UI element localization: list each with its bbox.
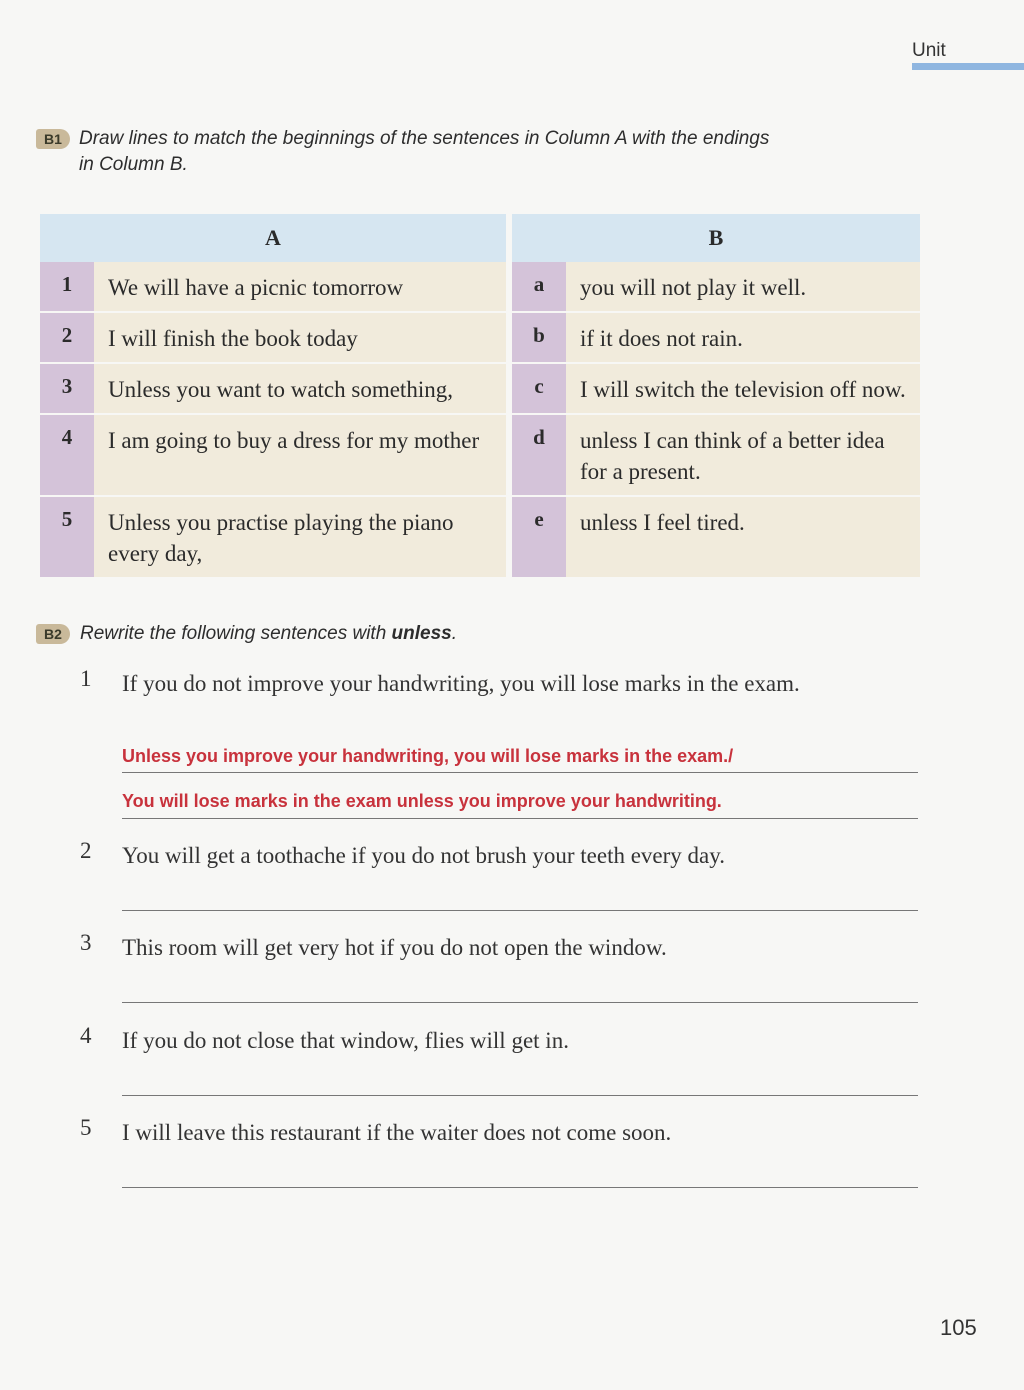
sample-answer-line2: You will lose marks in the exam unless you improve your handwriting. xyxy=(122,791,722,811)
column-a-cell: Unless you want to watch something, xyxy=(94,364,506,415)
answer-line[interactable] xyxy=(122,910,918,911)
row-letter: d xyxy=(512,415,566,497)
column-b-cell: if it does not rain. xyxy=(566,313,920,364)
column-b-cell: you will not play it well. xyxy=(566,262,920,313)
answer-line xyxy=(122,772,918,773)
column-a-cell: I will finish the book today xyxy=(94,313,506,364)
row-number: 1 xyxy=(40,262,94,313)
question-number: 3 xyxy=(80,930,92,955)
b1-instruction-line1: Draw lines to match the beginnings of the sentences in Column A with the endings xyxy=(79,128,770,149)
table-row xyxy=(40,313,920,364)
row-number: 3 xyxy=(40,364,94,415)
row-number: 5 xyxy=(40,497,94,579)
column-b-header: B xyxy=(512,214,920,262)
row-letter: c xyxy=(512,364,566,415)
question-number: 4 xyxy=(80,1023,92,1048)
b1-badge: B1 xyxy=(36,129,70,149)
question-number: 1 xyxy=(80,666,92,691)
matching-table xyxy=(40,214,920,579)
b2-badge: B2 xyxy=(36,624,70,644)
question-number: 5 xyxy=(80,1115,92,1140)
b2-instruction-text: Rewrite the following sentences with xyxy=(80,623,392,644)
column-a-cell: I am going to buy a dress for my mother xyxy=(94,415,506,497)
question-text: You will get a toothache if you do not brush your teeth every day. xyxy=(122,843,725,868)
answer-line[interactable] xyxy=(122,1002,918,1003)
b1-instruction-line2: in Column B. xyxy=(79,154,188,175)
question-text: I will leave this restaurant if the waiter does not come soon. xyxy=(122,1120,672,1145)
b2-instruction-end: . xyxy=(451,623,458,644)
column-a-cell: We will have a picnic tomorrow xyxy=(94,262,506,313)
b1-instruction xyxy=(79,126,919,178)
unit-label: Unit xyxy=(912,40,946,61)
question-text: This room will get very hot if you do not open the window. xyxy=(122,935,667,960)
answer-line[interactable] xyxy=(122,1187,918,1188)
column-b-cell: unless I can think of a better idea for a present. xyxy=(566,415,920,497)
table-row xyxy=(40,497,920,579)
table-row xyxy=(40,415,920,497)
table-row xyxy=(40,262,920,313)
column-b-cell: unless I feel tired. xyxy=(566,497,920,579)
question-text: If you do not close that window, flies will get in. xyxy=(122,1028,569,1053)
question-text: If you do not improve your handwriting, you will lose marks in the exam. xyxy=(122,671,800,696)
column-a-header: A xyxy=(40,214,506,262)
row-letter: b xyxy=(512,313,566,364)
b2-instruction-keyword: unless xyxy=(391,623,452,644)
answer-line xyxy=(122,818,918,819)
question-number: 2 xyxy=(80,838,92,863)
column-b-cell: I will switch the television off now. xyxy=(566,364,920,415)
row-number: 4 xyxy=(40,415,94,497)
unit-bar xyxy=(912,63,1024,70)
answer-line[interactable] xyxy=(122,1095,918,1096)
sample-answer-line1: Unless you improve your handwriting, you will lose marks in the exam./ xyxy=(122,746,734,766)
b2-instruction xyxy=(80,621,457,647)
row-letter: a xyxy=(512,262,566,313)
table-row xyxy=(40,364,920,415)
page-number: 105 xyxy=(940,1315,977,1340)
row-letter: e xyxy=(512,497,566,579)
column-a-cell: Unless you practise playing the piano every day, xyxy=(94,497,506,579)
row-number: 2 xyxy=(40,313,94,364)
